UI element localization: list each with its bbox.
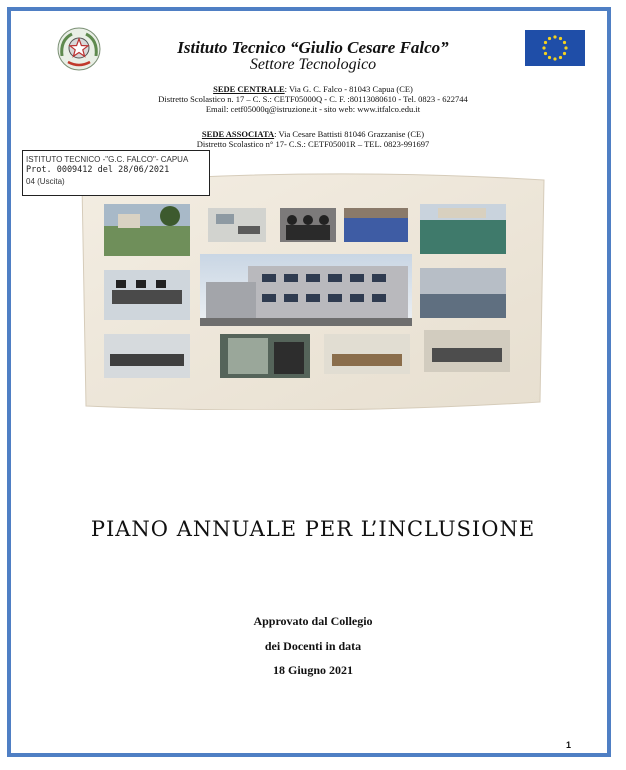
approval-line2: dei Docenti in data [264,639,362,653]
photo-lab-3 [424,330,510,372]
photo-auditorium [344,208,408,242]
sede-associata-line2: Distretto Scolastico n° 17- C.S.: CETF05001R – TEL. 0823-991697 [196,139,430,149]
sede-centrale-line1: SEDE CENTRALE: Via G. C. Falco - 81043 Capua (CE) [213,84,413,94]
approval-date: 18 Giugno 2021 [272,663,353,677]
stamp-direction: 04 (Uscita) [26,177,65,186]
photo-hallway [220,334,310,378]
photo-courtyard [104,204,190,256]
photo-classroom-2 [324,334,410,374]
sede-centrale-label: SEDE CENTRALE [213,84,285,94]
stamp-institute: ISTITUTO TECNICO -"G.C. FALCO"- CAPUA [26,155,189,164]
photo-computer-lab-1 [104,270,190,320]
document-title: PIANO ANNUALE PER L’INCLUSIONE [90,517,536,541]
institute-name: Istituto Tecnico “Giulio Cesare Falco” [177,38,449,57]
sede-centrale-line3: Email: cetf05000q@istruzione.it - sito web: www.itfalco.edu.it [205,104,421,114]
photo-classroom-1 [208,208,266,242]
photo-gym [420,268,506,318]
photo-school-building [200,254,412,326]
page-number: 1 [566,740,572,750]
sede-centrale-line2: Distretto Scolastico n. 17 – C. S.: CETF05000Q - C. F. :80113080610 - Tel. 0823 - 622744 [158,94,468,104]
institute-sector: Settore Tecnologico [249,56,377,73]
photo-sports-court [420,204,506,254]
stamp-protocol: Prot. 0009412 del 28/06/2021 [26,165,170,175]
photo-students [280,208,336,242]
sede-associata-line1: SEDE ASSOCIATA: Via Cesare Battisti 81046 Grazzanise (CE) [201,129,425,139]
school-photo-collage [78,170,548,410]
protocol-stamp [22,150,210,196]
approval-line1: Approvato dal Collegio [253,614,373,628]
photo-computer-lab-2 [104,334,190,378]
sede-associata-label: SEDE ASSOCIATA [201,129,275,139]
